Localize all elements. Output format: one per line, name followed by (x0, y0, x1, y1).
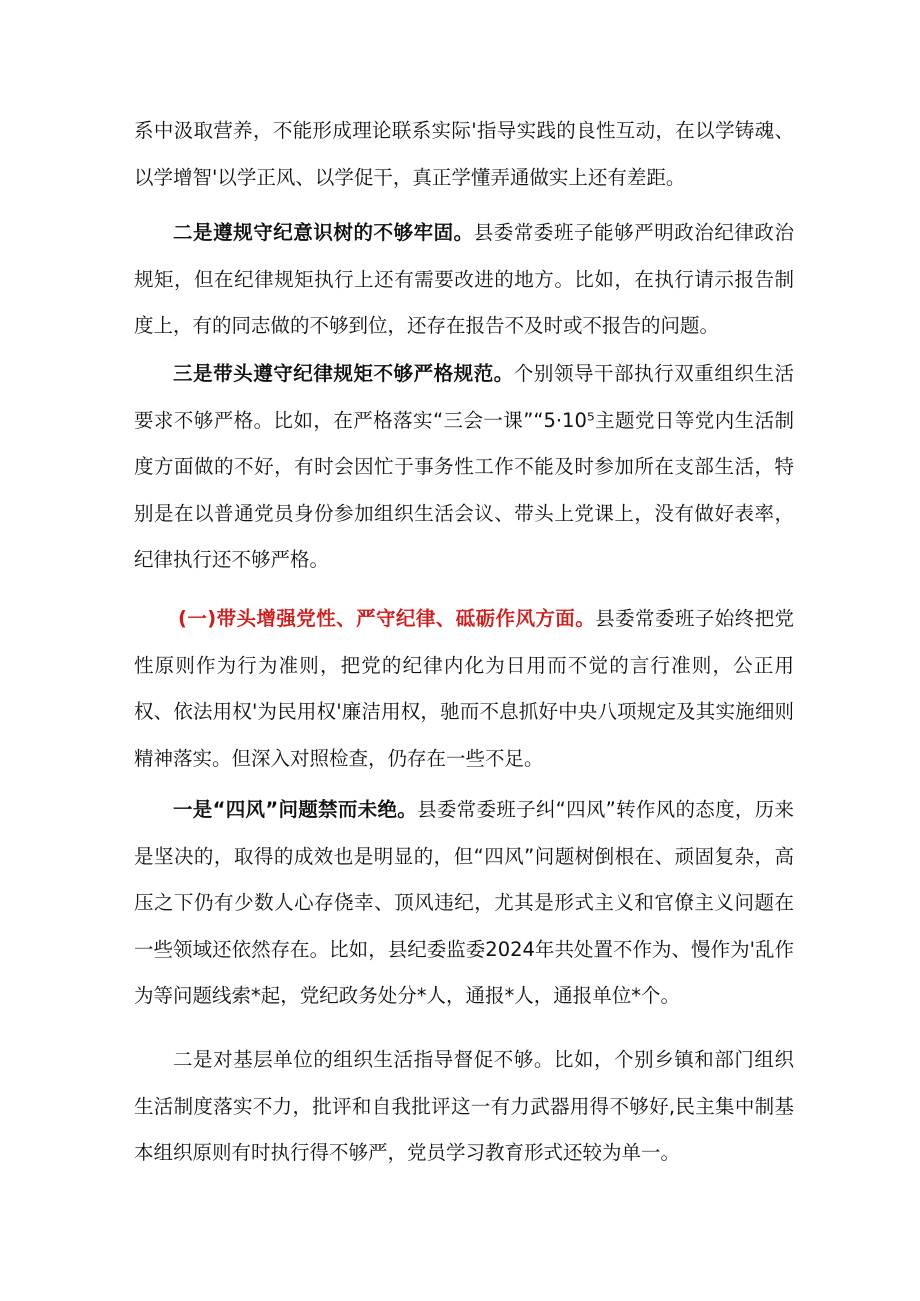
paragraph-2-heading: 二是遵规守纪意识树的不够牢固。 (173, 221, 474, 244)
section-heading-1: (一)带头增强党性、严守纪律、砥砺作风方面。 (178, 607, 596, 630)
paragraph-4-text: 县委常委班子始终把党性原则作为行为准则，把党的纪律内化为日用而不觉的言行准则，公正用权、依法用权'为民用权'廉洁用权，驰而不息抓好中央八项规定及其实施细则精神落实。但深入对照检查，仍存在一些不足。 (134, 607, 794, 770)
paragraph-5-heading: 一是“四风”问题禁而未绝。 (173, 798, 418, 821)
paragraph-3-heading: 三是带头遵守纪律规矩不够严格规范。 (173, 362, 514, 385)
paragraph-2 (134, 210, 794, 350)
paragraph-1-text: 系中汲取营养，不能形成理论联系实际'指导实践的良性互动，在以学铸魂、以学增智'以学正风、以学促干，真正学懂弄通做实上还有差距。 (134, 119, 794, 189)
paragraph-3-text: 个别领导干部执行双重组织生活要求不够严格。比如，在严格落实“三会一课”“5·10⁵主题党日等党内生活制度方面做的不好，有时会因忙于事务性工作不能及时参加所在支部生活，特别是在以普通党员身份参加组织生活会议、带头上党课上，没有做好表率，纪律执行还不够严格。 (134, 362, 794, 571)
paragraph-1 (134, 108, 794, 201)
paragraph-6 (134, 1037, 794, 1177)
paragraph-6-text: 二是对基层单位的组织生活指导督促不够。比如，个别乡镇和部门组织生活制度落实不力，批评和自我批评这一有力武器用得不够好,民主集中制基本组织原则有时执行得不够严，党员学习教育形式还较为单一。 (134, 1048, 794, 1164)
paragraph-3 (134, 351, 794, 584)
paragraph-4 (134, 596, 794, 782)
paragraph-5-text: 县委常委班子纠“四风”转作风的态度，历来是坚决的，取得的成效也是明显的，但“四风”问题树倒根在、顽固复杂，高压之下仍有少数人心存侥幸、顶风违纪，尤其是形式主义和官僚主义问题在一些领域还依然存在。比如，县纪委监委2024年共处置不作为、慢作为'乱作为等问题线索*起，党纪政务处分*人，通报*人，通报单位*个。 (134, 798, 794, 1007)
paragraph-5 (134, 787, 794, 1020)
paragraph-2-text: 县委常委班子能够严明政治纪律政治规矩，但在纪律规矩执行上还有需要改进的地方。比如，在执行请示报告制度上，有的同志做的不够到位，还存在报告不及时或不报告的问题。 (134, 221, 794, 337)
